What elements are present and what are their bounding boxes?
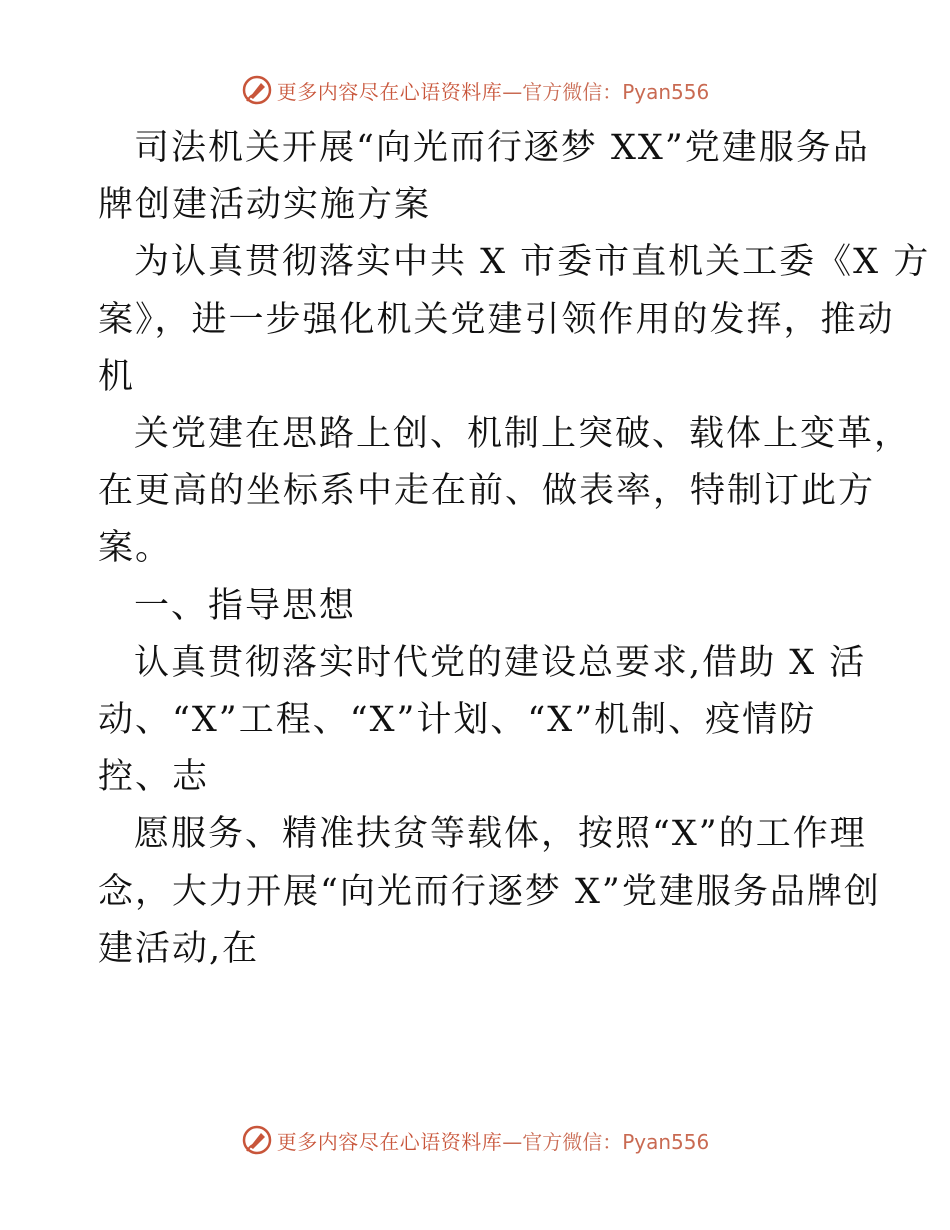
paragraph-line: 念，大力开展“向光而行逐梦 X”党建服务品牌创 xyxy=(98,872,881,912)
document-title-line-1: 司法机关开展“向光而行逐梦 XX”党建服务品 xyxy=(134,128,870,168)
watermark-main-text: 更多内容尽在心语资料库 xyxy=(276,1129,503,1154)
paragraph-line: 认真贯彻落实时代党的建设总要求,借助 X 活 xyxy=(134,643,867,683)
watermark-main-text: 更多内容尽在心语资料库 xyxy=(276,79,503,104)
header-watermark xyxy=(0,70,950,110)
paragraph-line: 机 xyxy=(98,357,136,397)
paragraph-line: 建活动,在 xyxy=(98,929,260,969)
paragraph-line: 案。 xyxy=(98,528,173,568)
paragraph-line: 为认真贯彻落实中共 X 市委市直机关工委《X 方 xyxy=(134,242,931,282)
footer-watermark xyxy=(0,1120,950,1160)
paragraph-line: 动、“X”工程、“X”计划、“X”机制、疫情防 xyxy=(98,700,817,740)
watermark-wechat-text: —官方微信：Pyan556 xyxy=(502,79,710,104)
paragraph-line: 关党建在思路上创、机制上突破、载体上变革， xyxy=(134,414,912,454)
paragraph-line: 控、志 xyxy=(98,757,210,797)
document-title-line-2: 牌创建活动实施方案 xyxy=(98,185,432,225)
section-heading: 一、指导思想 xyxy=(134,586,357,626)
watermark-wechat-text: —官方微信：Pyan556 xyxy=(502,1129,710,1154)
paragraph-line: 案》，进一步强化机关党建引领作用的发挥，推动 xyxy=(98,300,895,340)
pen-nib-logo-icon xyxy=(241,74,273,106)
pen-nib-logo-icon xyxy=(241,1124,273,1156)
paragraph-line: 在更高的坐标系中走在前、做表率，特制订此方 xyxy=(98,471,876,511)
paragraph-line: 愿服务、精准扶贫等载体，按照“X”的工作理 xyxy=(134,814,867,854)
